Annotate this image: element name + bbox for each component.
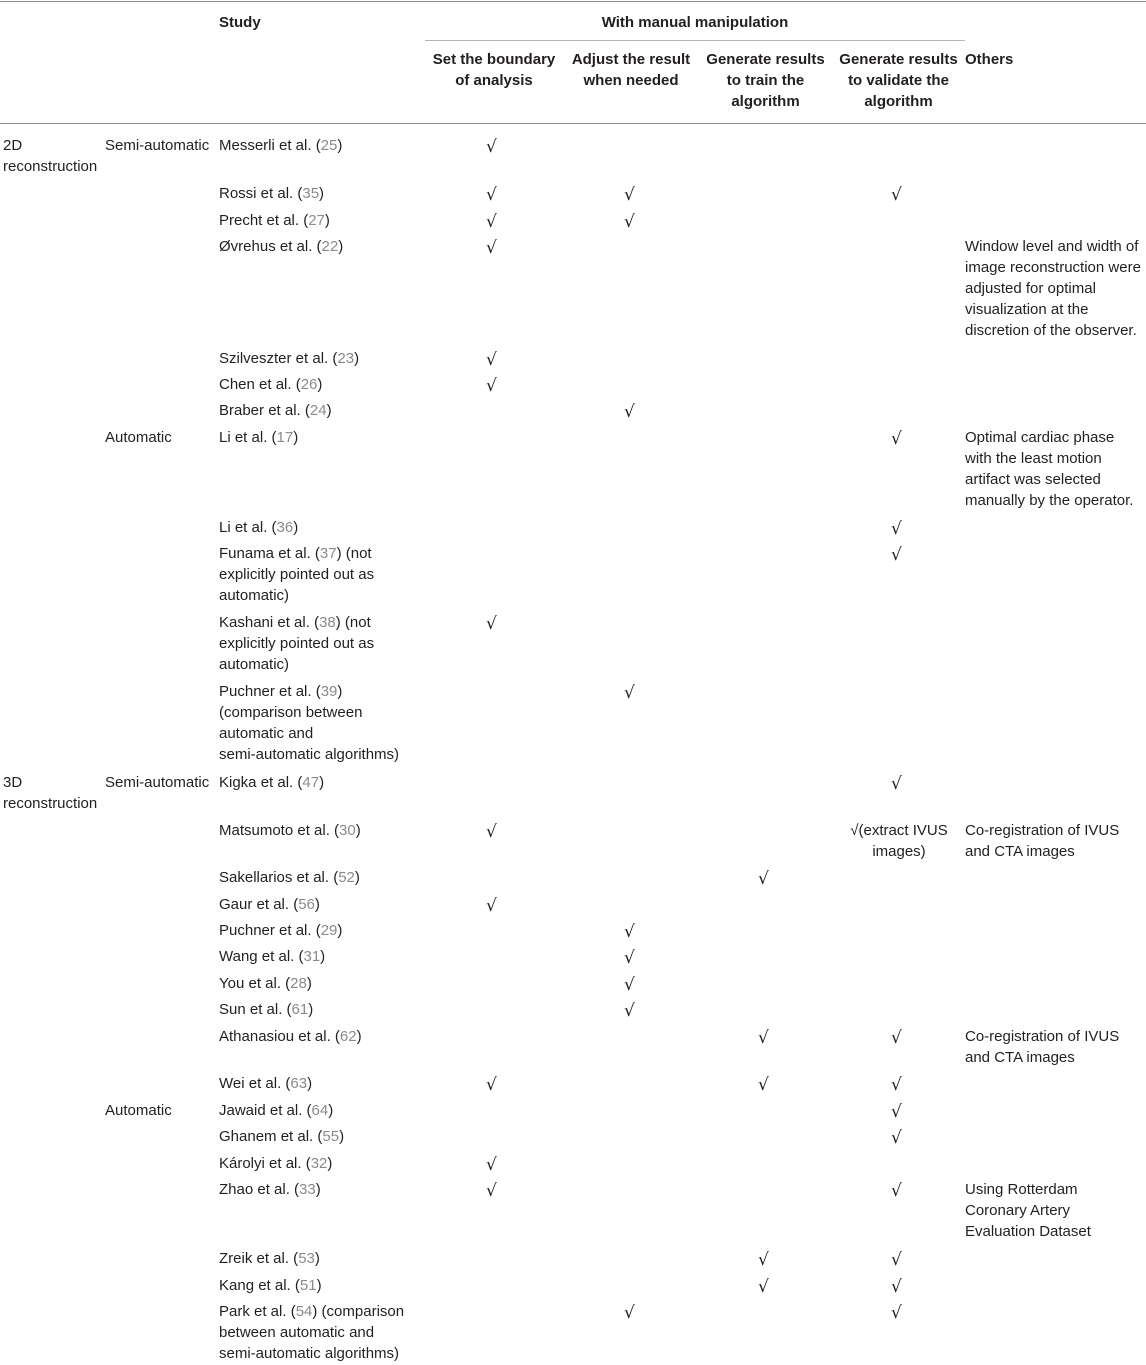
study-text: Rossi et al. ( [219,185,303,202]
check-mark: √ [758,1250,769,1270]
study-text: ) [328,1102,334,1119]
col-header-validate [832,49,965,112]
study-cell [219,1153,332,1174]
study-text: ) [355,822,361,839]
study-text: ) [338,238,344,255]
study-text: explicitly pointed out as [219,566,375,583]
citation-number: 61 [291,1001,309,1018]
subcategory-label: Automatic [105,1102,172,1119]
others-line: image reconstruction were [965,259,1141,276]
citation-number: 38 [319,614,336,631]
study-cell [219,135,342,156]
study-text: semi-automatic algorithms) [219,746,400,763]
citation-number: 28 [290,975,307,992]
study-cell [219,543,374,606]
study-text: Sun et al. ( [219,1001,292,1018]
check-mark: √ [486,350,497,370]
check-mark: √ [486,1181,497,1201]
study-line [219,920,342,941]
category-line: reconstruction [3,158,98,175]
study-cell [219,1275,322,1296]
check-mark: √ [891,1128,902,1148]
study-cell [219,999,313,1020]
study-line [219,681,399,702]
study-line [219,585,374,606]
study-text: Chen et al. ( [219,376,301,393]
others-line: adjusted for optimal [965,280,1096,297]
col-header-line: when needed [583,72,679,89]
study-line [219,702,399,723]
check-mark: √ [891,774,902,794]
study-text: Athanasiou et al. ( [219,1028,340,1045]
others-line: Coronary Artery [965,1202,1071,1219]
citation-number: 25 [320,137,338,154]
citation-number: 55 [322,1128,340,1145]
study-line [219,1322,404,1343]
study-line [219,999,313,1020]
others-line: manually by the operator. [965,492,1134,509]
study-text: Puchner et al. ( [219,683,321,700]
col-header-adjust-result [563,49,699,91]
study-text: ) [324,212,330,229]
study-cell [219,1100,333,1121]
citation-number: 47 [302,774,320,791]
study-text: Zhao et al. ( [219,1181,300,1198]
study-text: automatic and [219,725,314,742]
header-bottom-rule [0,123,1146,124]
study-text: Braber et al. ( [219,402,310,419]
col-header-line: of analysis [455,72,533,89]
study-line [219,612,374,633]
check-mark: √ [486,238,497,258]
others-line: Evaluation Dataset [965,1223,1091,1240]
study-cell [219,1026,362,1047]
citation-number: 53 [298,1250,315,1267]
study-line [219,723,399,744]
validate-note-line: images) [872,843,926,860]
subcategory-label: Semi-automatic [105,137,210,154]
study-line [219,772,324,793]
others-cell [965,820,1119,862]
study-text: Li et al. ( [219,519,277,536]
check-mark: √ [624,185,635,205]
study-text: Puchner et al. ( [219,922,321,939]
check-mark: √ [624,1303,635,1323]
study-line [219,1343,404,1364]
check-mark: √ [891,1303,902,1323]
study-line [219,236,343,257]
check-mark: √ [624,683,635,703]
study-cell [219,612,374,675]
study-text: Park et al. ( [219,1303,296,1320]
study-text: Matsumoto et al. ( [219,822,340,839]
study-cell [219,894,320,915]
study-text: ) [326,402,332,419]
study-line [219,946,325,967]
study-text: (comparison between [219,704,363,721]
study-text: semi-automatic algorithms) [219,1345,400,1362]
category-label [3,772,97,814]
table-top-rule [0,1,1146,2]
category-line: 2D [3,137,23,154]
study-line [219,135,342,156]
study-line [219,633,374,654]
others-line: visualization at the [965,301,1089,318]
col-header-line: Adjust the result [571,51,691,68]
citation-number: 51 [299,1277,317,1294]
study-cell [219,1073,312,1094]
manual-manipulation-header: With manual manipulation [601,14,789,31]
study-text: ) [314,1250,320,1267]
check-mark: √ [624,1001,635,1021]
check-mark: √ [891,185,902,205]
study-line [219,973,312,994]
check-mark: √ [891,519,902,539]
study-text: Jawaid et al. ( [219,1102,312,1119]
check-mark: √ [891,1250,902,1270]
study-text: ) [354,350,360,367]
study-text: ) [315,1181,321,1198]
citation-number: 35 [302,185,320,202]
study-cell [219,183,324,204]
study-text: ) (comparison [312,1303,405,1320]
others-line: artifact was selected [965,471,1101,488]
group-header-rule [425,40,965,41]
study-cell [219,973,312,994]
study-cell [219,427,298,448]
citation-number: 23 [337,350,355,367]
citation-number: 64 [311,1102,329,1119]
check-mark: √ [891,1277,902,1297]
study-cell [219,681,399,765]
study-text: ) [356,1028,362,1045]
others-line: with the least motion [965,450,1102,467]
study-text: Øvrehus et al. ( [219,238,322,255]
citation-number: 26 [300,376,318,393]
study-text: ) [307,1075,313,1092]
others-line: Window level and width of [965,238,1139,255]
study-cell [219,1301,404,1364]
study-text: ) [306,975,312,992]
study-text: automatic) [219,587,290,604]
col-header-line: algorithm [731,93,800,110]
check-mark: √ [624,922,635,942]
study-text: ) [320,948,326,965]
study-line [219,210,330,231]
check-mark: √ [891,1075,902,1095]
study-line [219,1248,320,1269]
study-cell [219,820,361,841]
study-text: between automatic and [219,1324,375,1341]
study-line [219,427,298,448]
check-mark: √ [486,896,497,916]
study-cell [219,517,298,538]
citation-number: 56 [298,896,315,913]
col-header-line: Generate results [839,51,958,68]
citation-number: 29 [320,922,338,939]
check-mark: √ [624,975,635,995]
check-mark: √ [486,1155,497,1175]
study-header: Study [219,14,261,31]
check-mark: √ [486,1075,497,1095]
col-header-line: to validate the [848,72,949,89]
col-header-line: Generate results [706,51,825,68]
others-line: Optimal cardiac phase [965,429,1115,446]
study-text: Ghanem et al. ( [219,1128,323,1145]
subcategory-label: Automatic [105,429,172,446]
study-text: Kigka et al. ( [219,774,303,791]
study-text: ) [354,869,360,886]
col-header-set-boundary [425,49,563,91]
citation-number: 36 [276,519,294,536]
study-text: ) [316,1277,322,1294]
citation-number: 31 [303,948,321,965]
study-cell [219,920,342,941]
citation-number: 52 [338,869,355,886]
check-mark: √ [891,1181,902,1201]
study-line [219,1301,404,1322]
study-text: Funama et al. ( [219,545,320,562]
study-text: Zreik et al. ( [219,1250,299,1267]
study-line [219,564,374,585]
study-line [219,894,320,915]
citation-number: 37 [319,545,337,562]
check-mark: √ [486,212,497,232]
study-line [219,348,359,369]
study-line [219,1100,333,1121]
others-line: and CTA images [965,1049,1075,1066]
citation-number: 32 [310,1155,328,1172]
category-label [3,135,97,177]
study-line [219,1073,312,1094]
others-cell [965,1179,1091,1242]
check-mark: √ [758,1075,769,1095]
study-line [219,183,324,204]
check-mark: √ [486,614,497,634]
study-cell [219,348,359,369]
study-text: ) [337,922,343,939]
study-text: ) [337,137,343,154]
study-cell [219,1179,321,1200]
citation-number: 33 [299,1181,316,1198]
study-cell [219,236,343,257]
check-mark: √ [758,1028,769,1048]
study-text: Wang et al. ( [219,948,304,965]
study-text: You et al. ( [219,975,291,992]
others-cell [965,427,1133,511]
study-line [219,654,374,675]
study-text: Szilveszter et al. ( [219,350,338,367]
study-cell [219,374,322,395]
study-line [219,400,332,421]
check-mark: √ [486,185,497,205]
subcategory-label: Semi-automatic [105,774,210,791]
citation-number: 27 [308,212,325,229]
study-text: ) [293,429,299,446]
check-mark: √ [486,137,497,157]
study-cell [219,1126,344,1147]
category-line: reconstruction [3,795,98,812]
study-text: ) (not [335,614,371,631]
study-text: ) [327,1155,333,1172]
study-line [219,1179,321,1200]
check-mark: √ [624,948,635,968]
study-line [219,374,322,395]
col-header-line: Set the boundary [432,51,556,68]
study-line [219,1153,332,1174]
check-mark: √ [891,545,902,565]
category-line: 3D [3,774,23,791]
col-header-line: algorithm [864,93,933,110]
study-cell [219,400,332,421]
citation-number: 24 [309,402,327,419]
check-mark: √ [624,212,635,232]
check-mark: √ [891,1028,902,1048]
study-text: Kashani et al. ( [219,614,320,631]
citation-number: 17 [276,429,294,446]
study-cell [219,210,330,231]
study-text: ) [339,1128,345,1145]
check-mark: √ [758,1277,769,1297]
study-line [219,1026,362,1047]
study-line [219,1126,344,1147]
col-header-line: to train the [726,72,805,89]
study-text: Precht et al. ( [219,212,309,229]
check-mark: √ [486,376,497,396]
others-line: Co-registration of IVUS [965,822,1120,839]
others-line: and CTA images [965,843,1075,860]
study-line [219,1275,322,1296]
citation-number: 30 [339,822,356,839]
study-text: ) [319,185,325,202]
citation-number: 63 [290,1075,308,1092]
study-text: automatic) [219,656,290,673]
study-text: Kang et al. ( [219,1277,300,1294]
study-text: ) [293,519,299,536]
study-text: ) [319,774,325,791]
validate-note-line: √(extract IVUS [850,822,948,839]
citation-number: 54 [295,1303,313,1320]
study-text: ) [337,683,343,700]
study-line [219,517,298,538]
study-text: ) [317,376,323,393]
others-cell [965,236,1141,341]
check-mark: √ [891,429,902,449]
study-text: Li et al. ( [219,429,277,446]
study-cell [219,1248,320,1269]
others-line: Using Rotterdam [965,1181,1078,1198]
study-line [219,744,399,765]
validate-note [847,820,951,862]
study-text: Sakellarios et al. ( [219,869,339,886]
check-mark: √ [758,869,769,889]
others-line: Co-registration of IVUS [965,1028,1120,1045]
citation-number: 22 [321,238,339,255]
study-cell [219,772,324,793]
study-line [219,867,360,888]
study-cell [219,946,325,967]
study-text: explicitly pointed out as [219,635,375,652]
study-cell [219,867,360,888]
study-text: Wei et al. ( [219,1075,291,1092]
others-line: discretion of the observer. [965,322,1137,339]
check-mark: √ [891,1102,902,1122]
col-header-train [699,49,832,112]
study-text: Gaur et al. ( [219,896,299,913]
study-text: ) [314,896,320,913]
study-text: ) [308,1001,314,1018]
study-text: Messerli et al. ( [219,137,321,154]
others-cell [965,1026,1119,1068]
check-mark: √ [624,402,635,422]
check-mark: √ [486,822,497,842]
citation-number: 39 [320,683,338,700]
study-text: Károlyi et al. ( [219,1155,311,1172]
study-line [219,543,374,564]
others-header: Others [965,51,1014,68]
study-text: ) (not [336,545,372,562]
citation-number: 62 [339,1028,357,1045]
study-line [219,820,361,841]
